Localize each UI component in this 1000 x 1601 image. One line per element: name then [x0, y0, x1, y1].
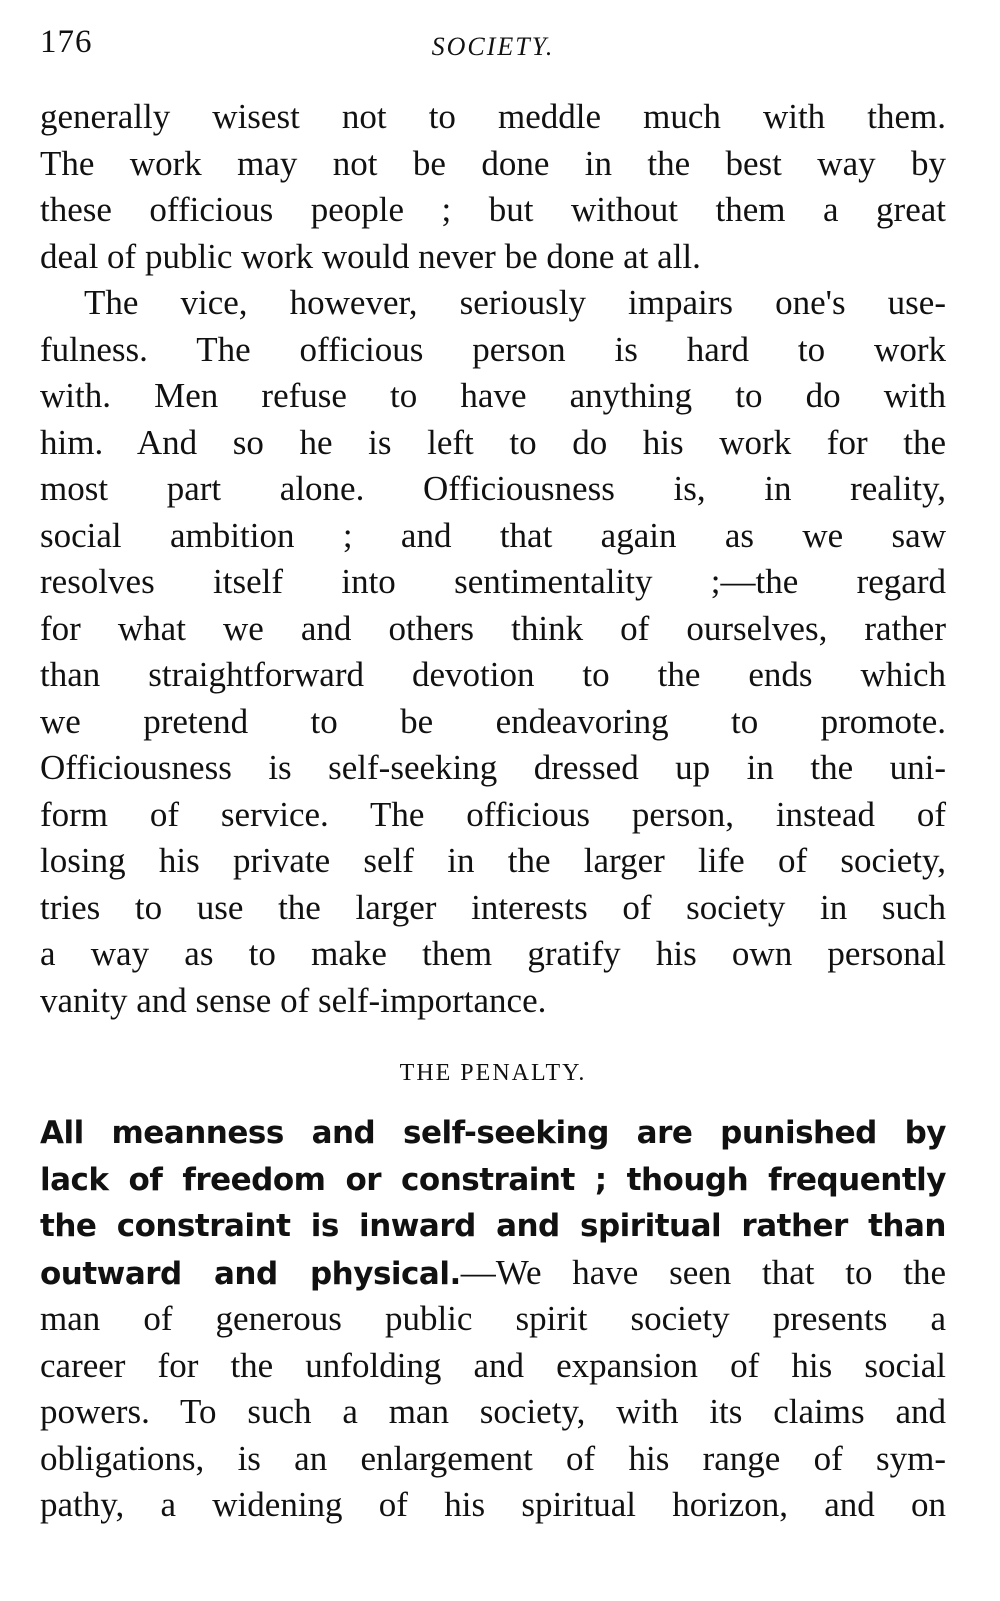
text-line: The work may not be done in the best way by: [40, 143, 946, 183]
text-line: vanity and sense of self-importance.: [40, 980, 547, 1020]
text-line: powers. To such a man society, with its claims and: [40, 1392, 946, 1431]
text-line: The vice, however, seriously impairs one's use-: [84, 283, 946, 322]
text-line: for what we and others think of ourselves, rather: [40, 608, 946, 648]
text-line: man of generous public spirit society presents a: [40, 1299, 946, 1338]
paragraph-2: [40, 280, 946, 1024]
running-head: SOCIETY.: [431, 32, 555, 61]
text-line: him. And so he is left to do his work for the: [40, 422, 946, 462]
text-line: these officious people ; but without them a great: [40, 190, 946, 229]
text-line: career for the unfolding and expansion of his social: [40, 1345, 946, 1385]
body-text: [40, 94, 946, 1529]
text-line: losing his private self in the larger life of society,: [40, 841, 946, 880]
text-line: form of service. The officious person, instead of: [40, 794, 946, 834]
text-line: fulness. The officious person is hard to work: [40, 329, 946, 369]
text-line: deal of public work would never be done at all.: [40, 236, 701, 276]
paragraph-3: [40, 1110, 946, 1529]
text-line: pathy, a widening of his spiritual horizon, and on: [40, 1485, 946, 1524]
bold-run: outward and physical.: [40, 1255, 461, 1292]
text-line: a way as to make them gratify his own personal: [40, 934, 946, 973]
bold-text-line: the constraint is inward and spiritual rather than: [40, 1208, 946, 1244]
text-line: generally wisest not to meddle much with them.: [40, 97, 946, 136]
text-line: most part alone. Officiousness is, in reality,: [40, 469, 946, 508]
mixed-text-line: [40, 1250, 946, 1297]
text-line: with. Men refuse to have anything to do with: [40, 376, 946, 415]
text-line: than straightforward devotion to the ends which: [40, 655, 946, 694]
text-line: Officiousness is self-seeking dressed up in the uni-: [40, 748, 946, 787]
regular-run: —We have seen that to the: [460, 1252, 946, 1292]
text-line: tries to use the larger interests of society in such: [40, 887, 946, 927]
section-heading: THE PENALTY.: [399, 1060, 587, 1086]
text-line: resolves itself into sentimentality ;—the regard: [40, 562, 946, 601]
text-line: we pretend to be endeavoring to promote.: [40, 701, 946, 741]
text-line: social ambition ; and that again as we saw: [40, 515, 946, 555]
bold-text-line: lack of freedom or constraint ; though frequently: [40, 1161, 946, 1198]
page-number: 176: [40, 24, 93, 60]
bold-text-line: All meanness and self-seeking are punished by: [40, 1115, 946, 1151]
paragraph-1: [40, 94, 946, 280]
text-line: obligations, is an enlargement of his range of sym-: [40, 1438, 946, 1478]
page-header: [40, 24, 946, 68]
